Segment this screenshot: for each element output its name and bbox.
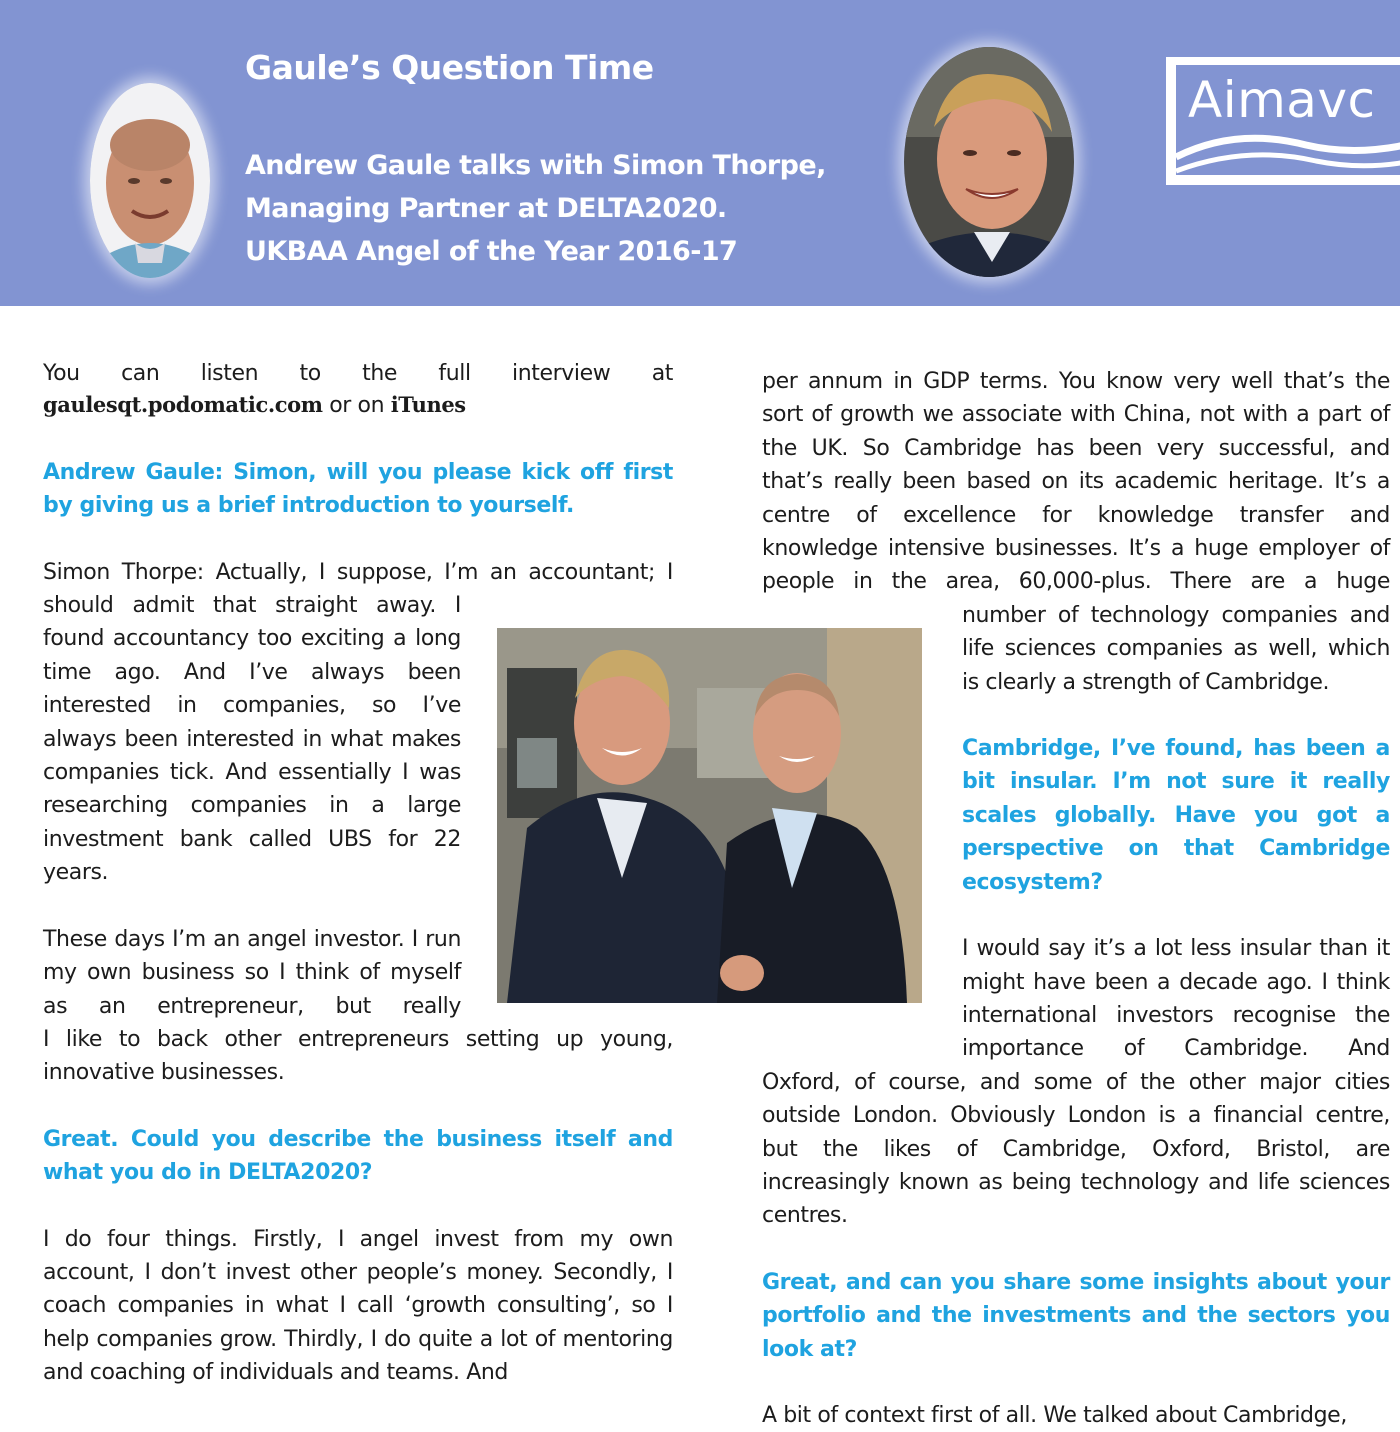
answer-continued-indent: number of technology companies and life sciences companies as well, which is clearly a strength of Cambridge. <box>962 602 1390 695</box>
answer-continued: per annum in GDP terms. You know very well that’s the sort of growth we associate with China, not with a part of the UK. So Cambridge has been very successful, and that’s really been based on its academic heritage. It’s a centre of excellence for knowledge transfer and knowledge intensive businesses. It’s a huge employer of people in the area, 60,000-plus. There are a huge <box>762 369 1390 595</box>
intro-line <box>43 357 673 390</box>
intro-lead: You can listen to the full interview at <box>43 361 673 386</box>
itunes-link[interactable]: iTunes <box>390 392 466 418</box>
answer-1-lead: Simon Thorpe: Actually, I suppose, I’m an accountant; I <box>43 559 673 585</box>
answer-4-indent: I would say it’s a lot less insular than it might have been a decade ago. I think international investors recognise the importance of Cambridge. And <box>962 936 1390 1062</box>
answer-5: A bit of context first of all. We talked about Cambridge, <box>762 1402 1347 1428</box>
subtitle-line: UKBAA Angel of the Year 2016-17 <box>245 236 738 267</box>
logo-text: Aimavc <box>1188 71 1376 129</box>
question-3: Cambridge, I’ve found, has been a bit insular. I’m not sure it really scales globally. Have you got a perspective on that Cambridge ecosystem? <box>962 736 1390 895</box>
right-column <box>762 365 1390 1432</box>
header-subtitle <box>245 144 885 273</box>
answer-4: Oxford, of course, and some of the other major cities outside London. Obviously London is a financial centre, but the likes of Cambridge, Oxford, Bristol, are increasingly known as being technology and life sciences centres. <box>762 1069 1390 1229</box>
question-4: Great, and can you share some insights about your portfolio and the investments and the sectors you look at? <box>762 1269 1390 1362</box>
links-connector: or on <box>322 393 391 419</box>
subtitle-line: Managing Partner at DELTA2020. <box>245 193 727 224</box>
simon-thorpe-portrait <box>904 47 1074 277</box>
answer-3: I do four things. Firstly, I angel invest from my own account, I don’t invest other people’s money. Secondly, I coach companies in what I call ‘growth consulting’, so I help companies grow. Thirdly, I do quite a lot of mentoring and coaching of individuals and teams. And <box>43 1226 673 1386</box>
question-2: Great. Could you describe the business itself and what you do in DELTA2020? <box>43 1126 673 1186</box>
subtitle-line: Andrew Gaule talks with Simon Thorpe, <box>245 150 826 181</box>
page-title: Gaule’s Question Time <box>245 48 654 87</box>
podomatic-link[interactable]: gaulesqt.podomatic.com <box>43 392 323 418</box>
listen-links <box>43 388 673 422</box>
question-1: Andrew Gaule: Simon, will you please kick off first by giving us a brief introduction to yourself. <box>43 459 673 519</box>
logo-wave-icon <box>1176 127 1400 175</box>
aimavc-logo <box>1166 57 1400 185</box>
answer-2-narrow: These days I’m an angel investor. I run my own business so I think of myself as an entrepreneur, but really <box>43 926 461 1019</box>
answer-1: should admit that straight away. I found accountancy too exciting a long time ago. And I’ve always been interested in companies, so I’ve always been interested in what makes companies tick. And essentially I was researching companies in a large investment bank called UBS for 22 years. <box>43 593 461 886</box>
header-banner <box>0 0 1400 306</box>
answer-2: I like to back other entrepreneurs setting up young, innovative businesses. <box>43 1026 673 1086</box>
andrew-gaule-portrait <box>90 83 210 278</box>
